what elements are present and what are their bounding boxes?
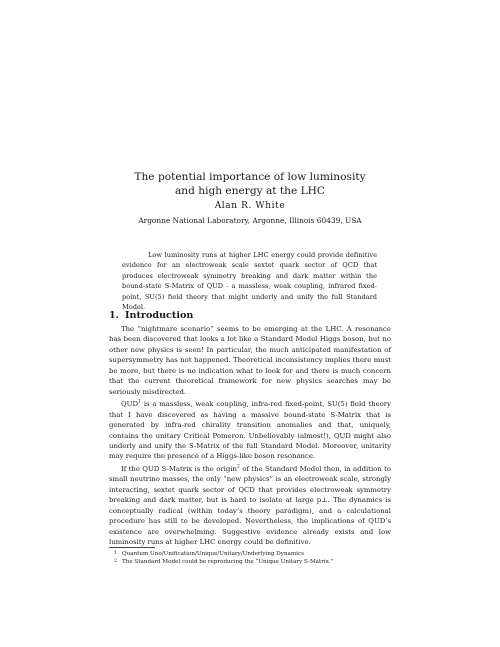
section-number: 1. [109, 310, 120, 321]
footnotes [114, 550, 394, 567]
section-title-text: Introduction [125, 310, 194, 321]
paper-title [100, 170, 400, 198]
paragraph-2-text: is a massless, weak coupling, infra-red fixed-point, SU(5) field theory that I have discovered as having a massive bound-state S-Matrix that is generated by infra-red chirality transition anomalies and that, uniquely, contains the unitary Critical Pomeron. Unbelievably (almost!), QUD might also underly and unify the S-Matrix of the full Standard Model. Moreover, unitarity may require the presence of a Higgs-like boson resonance. [109, 400, 391, 461]
paragraph-1: The “nightmare scenario” seems to be emerging at the LHC. A resonance has been discovered that looks a lot like a Standard Model Higgs boson, but no other new physics is seen! In particular, the much anticipated manifestation of supersymmetry has not happened. Theoretical inconsistency implies there must be more, but there is no indication what to look for and there is much concern that the current theoretical framework for new physics searches may be seriously misdirected. [109, 325, 391, 396]
section-heading [109, 310, 193, 321]
paragraph-3-lead: If the QUD S-Matrix is the origin [121, 464, 237, 473]
footnote-ref-1[interactable]: 1 [137, 399, 142, 405]
title-line-1: The potential importance of low luminosity [134, 171, 366, 183]
paragraph-3-text: of the Standard Model then, in addition to small neutrino masses, the only “new physics” is an electroweak scale, strongly interacting, sextet quark sector of QCD that provides electroweak symmetry breaking and dark matter, but is hard to isolate at large p⊥. The dynamics is conceptually radical (within today’s theory paradigm), and a calculational procedure has still to be developed. Nevertheless, the implications of QUD’s existence are overwhelming. Suggestive evidence already exists and low luminosity runs at higher LHC energy could be definitive. [109, 464, 391, 547]
footnote-text: Quantum Uno/Unification/Unique/Unitary/Underlying Dynamics [122, 551, 304, 557]
title-line-2: and high energy at the LHC [174, 185, 326, 197]
author-affiliation: Argonne National Laboratory, Argonne, Illinois 60439, USA [138, 216, 362, 225]
abstract: Low luminosity runs at higher LHC energy could provide definitive evidence for an electroweak scale sextet quark sector of QCD that produces electroweak symmetry breaking and dark matter within the bound-state S-Matrix of QUD - a massless, weak coupling, infrared fixed-point, SU(5) field theory that might underly and unify the full Standard Model. [122, 251, 377, 312]
footnote-ref-2[interactable]: 2 [236, 464, 240, 470]
footnote-2 [114, 558, 394, 566]
body-text [109, 324, 391, 550]
footnote-text: The Standard Model could be reproducing the “Unique Unitary S-Matrix.” [122, 559, 334, 566]
footnote-divider [109, 547, 155, 548]
qud-term: QUD [121, 400, 138, 409]
author-name: Alan R. White [214, 201, 286, 211]
paragraph-2 [109, 399, 391, 462]
footnote-mark: 1 [114, 551, 117, 556]
paragraph-3 [109, 464, 391, 548]
footnote-mark: 2 [114, 559, 117, 565]
footnote-1 [114, 550, 394, 558]
